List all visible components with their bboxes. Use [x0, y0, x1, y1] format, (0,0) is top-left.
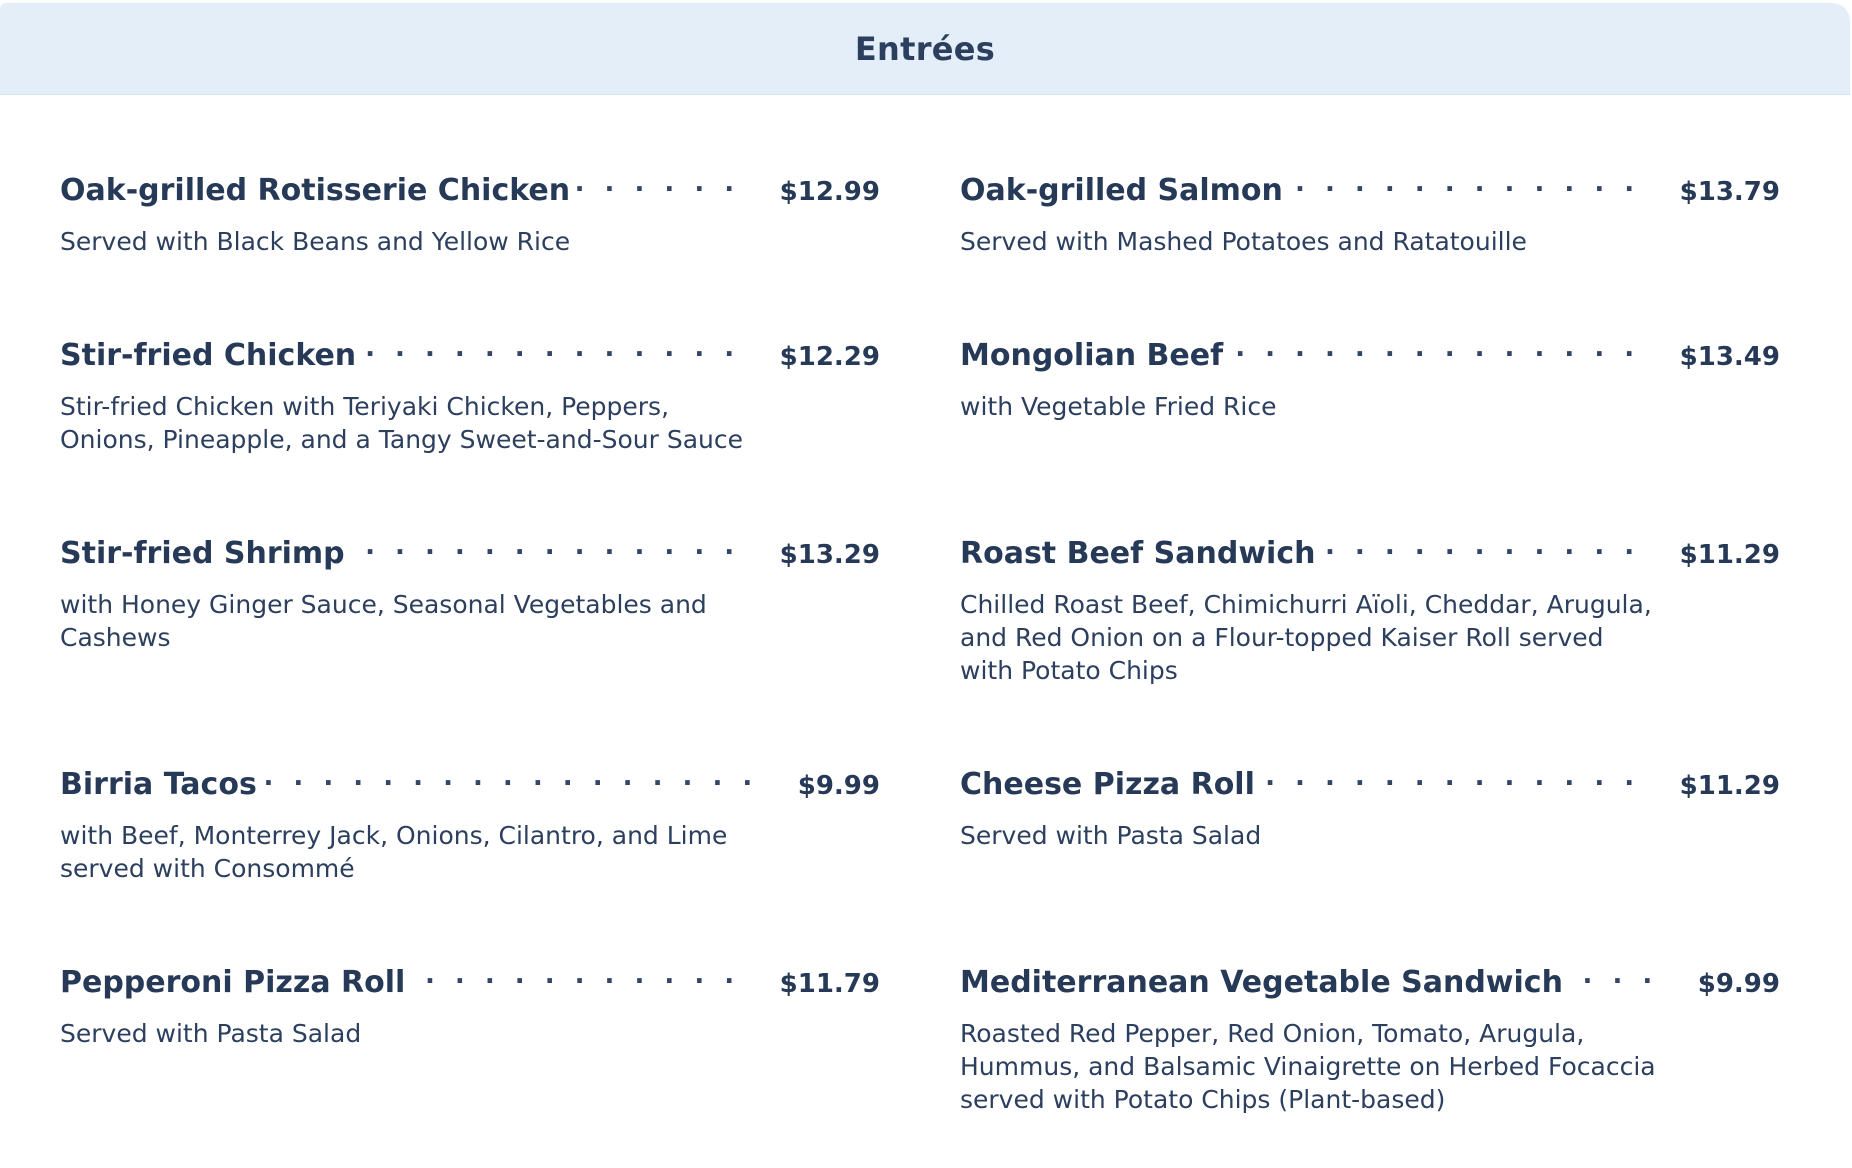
menu-item-description: with Vegetable Fried Rice — [960, 392, 1277, 421]
dot-leader — [1261, 764, 1640, 794]
menu-item-price: $12.99 — [779, 177, 880, 207]
menu-item-price: $11.79 — [779, 969, 880, 999]
menu-item-description: Served with Pasta Salad — [960, 821, 1262, 850]
dot-leader — [1289, 170, 1640, 200]
dot-leader — [576, 170, 740, 200]
menu-item-price: $9.99 — [797, 771, 880, 801]
dot-leader — [263, 764, 758, 794]
menu-item-description: Stir-fried Chicken with Teriyaki Chicken, Peppers, Onions, Pineapple, and a Tangy Sweet-and-Sour Sauce — [60, 392, 744, 454]
menu-item-name: Oak-grilled Salmon — [960, 173, 1283, 208]
dot-leader — [1569, 962, 1658, 992]
menu-item — [960, 764, 1780, 852]
menu-item-name: Stir-fried Shrimp — [60, 536, 345, 571]
menu-item — [60, 335, 880, 456]
menu-item-price: $13.49 — [1679, 342, 1780, 372]
menu-item-name: Mediterranean Vegetable Sandwich — [960, 965, 1563, 1000]
menu-item-description: Roasted Red Pepper, Red Onion, Tomato, Arugula, Hummus, and Balsamic Vinaigrette on Herbed Focaccia served with Potato Chips (Plant-based) — [960, 1019, 1656, 1114]
menu-item-description: Served with Black Beans and Yellow Rice — [60, 227, 571, 256]
menu-item — [960, 170, 1780, 258]
menu-item-name: Birria Tacos — [60, 767, 257, 802]
menu-item-name: Oak-grilled Rotisserie Chicken — [60, 173, 571, 208]
dot-leader — [362, 335, 739, 365]
menu-item — [60, 962, 880, 1050]
menu-item — [60, 764, 880, 885]
menu-item — [960, 533, 1780, 687]
menu-item-description: with Honey Ginger Sauce, Seasonal Vegetables and Cashews — [60, 590, 707, 652]
menu-item-price: $9.99 — [1697, 969, 1780, 999]
menu-item-description: Served with Pasta Salad — [60, 1019, 362, 1048]
menu-item-description: Chilled Roast Beef, Chimichurri Aïoli, Cheddar, Arugula, and Red Onion on a Flour-topped Kaiser Roll served with Potato Chips — [960, 590, 1652, 685]
section-title: Entrées — [854, 29, 996, 68]
menu-item-name: Stir-fried Chicken — [60, 338, 357, 373]
dot-leader — [1321, 533, 1639, 563]
menu-item — [960, 335, 1780, 423]
menu-item-price: $13.79 — [1679, 177, 1780, 207]
menu-item-price: $11.29 — [1679, 540, 1780, 570]
menu-item-name: Roast Beef Sandwich — [960, 536, 1316, 571]
menu-item-name: Mongolian Beef — [960, 338, 1224, 373]
dot-leader — [1229, 335, 1640, 365]
menu-item — [60, 170, 880, 258]
menu-item-description: Served with Mashed Potatoes and Ratatouille — [960, 227, 1527, 256]
section-header — [0, 3, 1850, 95]
menu-item — [960, 962, 1780, 1116]
menu-item-price: $13.29 — [779, 540, 880, 570]
menu-item-price: $12.29 — [779, 342, 880, 372]
menu-item-description: with Beef, Monterrey Jack, Onions, Cilantro, and Lime served with Consommé — [60, 821, 728, 883]
menu-item — [60, 533, 880, 654]
menu-item-name: Pepperoni Pizza Roll — [60, 965, 406, 1000]
menu-item-name: Cheese Pizza Roll — [960, 767, 1255, 802]
dot-leader — [411, 962, 739, 992]
dot-leader — [351, 533, 740, 563]
menu-item-price: $11.29 — [1679, 771, 1780, 801]
